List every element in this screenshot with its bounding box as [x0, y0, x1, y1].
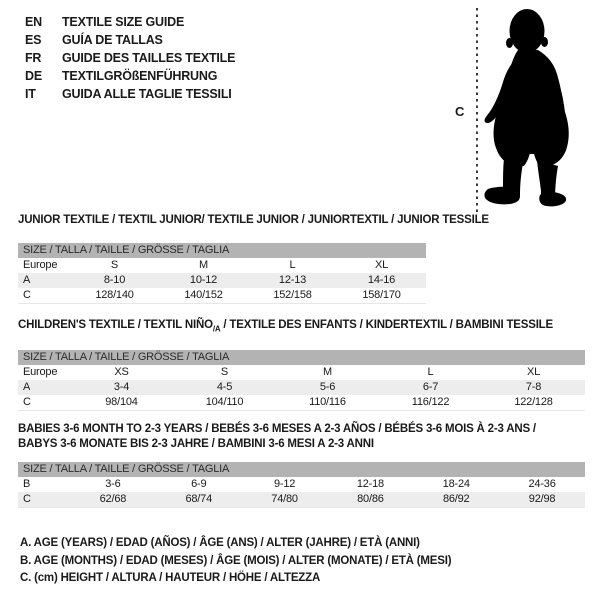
table-row [18, 288, 426, 303]
title-text: / TEXTILE DES ENFANTS / KINDERTEXTIL / BAMBINI TESSILE [220, 319, 553, 331]
lang-code: FR [25, 51, 42, 65]
lang-row-de [25, 67, 235, 85]
size-header-bar: SIZE / TALLA / TAILLE / GRÖSSE / TAGLIA [18, 350, 585, 365]
footnote-a: A. AGE (YEARS) / EDAD (AÑOS) / ÂGE (ANS) / ALTER (JAHRE) / ETÀ (ANNI) [20, 537, 420, 549]
size-cell: 92/98 [528, 493, 556, 505]
size-cell: S [110, 259, 119, 271]
size-cell: 68/74 [185, 493, 212, 505]
guide-title: GUIDE DES TAILLES TEXTILE [62, 51, 236, 65]
footnote-b: B. AGE (MONTHS) / EDAD (MESES) / ÂGE (MOIS) / ALTER (MONATE) / ETÀ (MESI) [20, 554, 452, 567]
size-cell: 98/104 [105, 396, 138, 409]
row-label: C [23, 289, 31, 301]
size-cell: M [199, 259, 208, 271]
size-header-bar: SIZE / TALLA / TAILLE / GRÖSSE / TAGLIA [18, 243, 426, 258]
size-cell: 62/68 [99, 493, 127, 505]
junior-size-table [18, 243, 426, 304]
row-label: C [23, 493, 31, 505]
size-cell: 3-6 [105, 478, 121, 490]
toddler-silhouette [480, 0, 600, 220]
lang-code: IT [25, 87, 36, 101]
size-header-bar: SIZE / TALLA / TAILLE / GRÖSSE / TAGLIA [18, 462, 585, 477]
language-title-list [25, 13, 235, 103]
children-section-title [18, 319, 585, 335]
guide-title: TEXTILGRÖßENFÜHRUNG [62, 69, 218, 83]
size-cell: M [323, 366, 332, 379]
size-cell: 7-8 [525, 381, 542, 394]
lang-code: EN [25, 15, 42, 29]
size-cell: 14-16 [367, 274, 396, 286]
measure-label-c: C [455, 104, 465, 119]
lang-row-fr [25, 49, 235, 67]
size-cell: 12-18 [356, 478, 384, 490]
size-cell: 140/152 [184, 289, 223, 301]
title-subscript: /A [212, 324, 221, 334]
table-row [18, 395, 585, 410]
size-cell: 110/116 [309, 396, 346, 409]
size-cell: 18-24 [442, 478, 470, 490]
row-label: B [23, 478, 31, 490]
title-line-2: BABYS 3-6 MONATE BIS 2-3 JAHRE / BAMBINI 3-6 MESI A 2-3 ANNI [18, 438, 374, 450]
size-cell: XL [526, 366, 541, 379]
junior-textile-section [18, 214, 489, 304]
guide-title: TEXTILE SIZE GUIDE [62, 15, 185, 29]
row-label: A [23, 274, 31, 286]
size-cell: 116/122 [411, 396, 450, 409]
size-cell: 10-12 [189, 274, 218, 286]
table-row [18, 273, 426, 288]
size-cell: 86/92 [442, 493, 470, 505]
lang-row-en [25, 13, 235, 31]
row-label: Europe [23, 366, 58, 379]
size-cell: XL [374, 259, 389, 271]
lang-code: DE [25, 69, 42, 83]
lang-row-it [25, 85, 235, 103]
title-text: CHILDREN'S TEXTILE / TEXTIL NIÑO [18, 319, 213, 331]
size-cell: 152/158 [273, 289, 312, 301]
size-cell: 4-5 [216, 381, 233, 394]
children-textile-section [18, 319, 585, 411]
table-row [18, 365, 585, 380]
size-cell: 6-9 [191, 478, 207, 490]
height-measure-dashed-line [476, 8, 478, 213]
table-row [18, 258, 426, 273]
babies-section-title [18, 422, 585, 452]
size-cell: L [289, 259, 296, 271]
footnote-c: C. (cm) HEIGHT / ALTURA / HAUTEUR / HÖHE / ALTEZZA [20, 572, 321, 584]
size-cell: 74/80 [271, 493, 298, 505]
footnotes [20, 535, 451, 588]
size-cell: 128/140 [95, 289, 134, 301]
babies-size-table [18, 462, 585, 508]
size-cell: 24-36 [528, 478, 556, 490]
guide-title: GUIDA ALLE TAGLIE TESSILI [62, 87, 232, 101]
table-row [18, 477, 585, 492]
size-cell: XS [114, 366, 129, 379]
table-row [18, 492, 585, 507]
row-label: Europe [23, 259, 58, 271]
table-row [18, 380, 585, 395]
row-label: C [23, 396, 31, 409]
size-cell: L [427, 366, 434, 379]
babies-textile-section [18, 422, 585, 508]
size-cell: 12-13 [278, 274, 307, 286]
title-line-1: BABIES 3-6 MONTH TO 2-3 YEARS / BEBÉS 3-6 MESES A 2-3 AÑOS / BÉBÉS 3-6 MOIS À 2-3 ANS / [18, 423, 536, 435]
size-cell: 3-4 [113, 381, 130, 394]
children-size-table [18, 350, 585, 411]
size-cell: 8-10 [103, 274, 126, 286]
lang-code: ES [25, 33, 42, 47]
size-cell: 158/170 [362, 289, 401, 301]
guide-title: GUÍA DE TALLAS [62, 33, 163, 47]
size-cell: 5-6 [319, 381, 336, 394]
junior-section-title: JUNIOR TEXTILE / TEXTIL JUNIOR/ TEXTILE JUNIOR / JUNIORTEXTIL / JUNIOR TESSILE [18, 214, 489, 226]
size-cell: 122/128 [514, 396, 553, 409]
size-cell: 80/86 [357, 493, 384, 505]
lang-row-es [25, 31, 235, 49]
size-cell: 9-12 [273, 478, 296, 490]
size-cell: 104/110 [205, 396, 244, 409]
row-label: A [23, 381, 31, 394]
size-cell: S [220, 366, 229, 379]
size-cell: 6-7 [422, 381, 439, 394]
